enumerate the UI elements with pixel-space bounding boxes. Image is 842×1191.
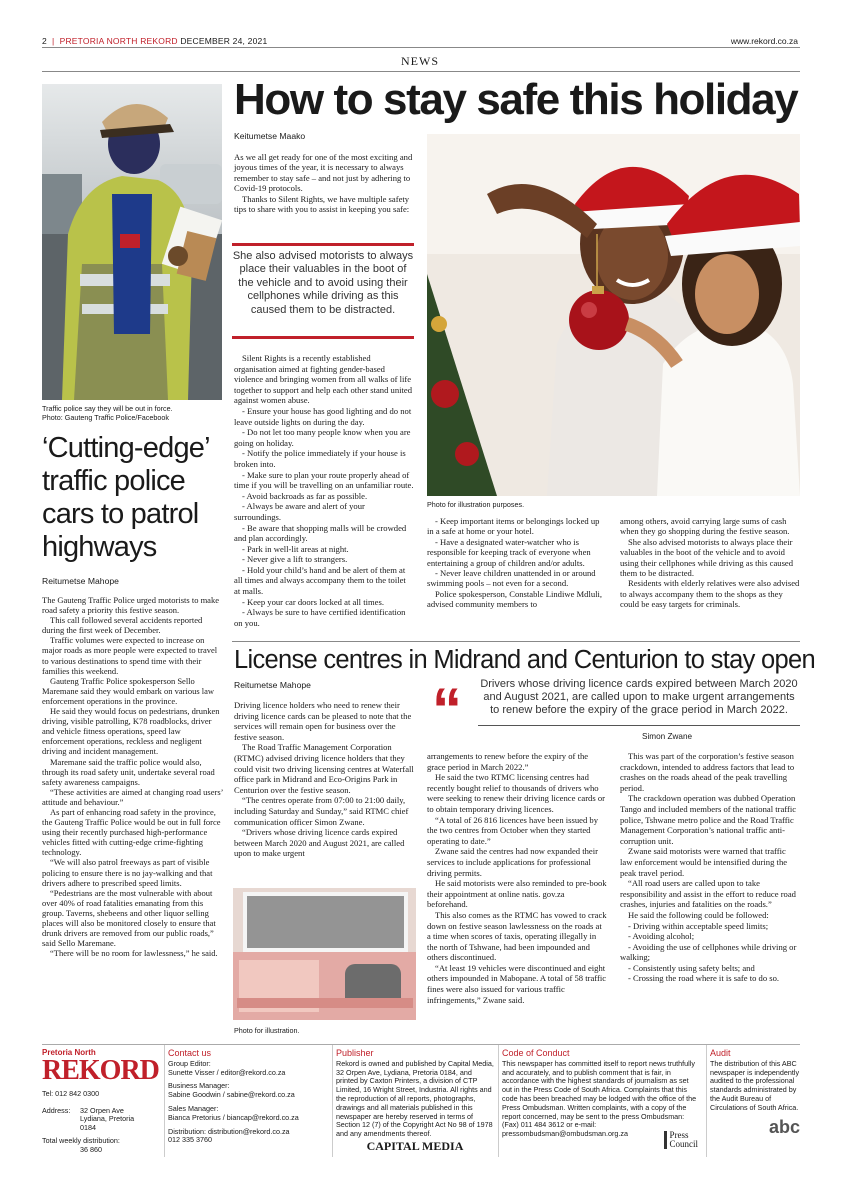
pull-quote-underline [478,725,800,726]
licence-col2-body [427,751,607,1005]
paragraph: - Always be aware and alert of your surroundings. [234,501,365,522]
licence-story-byline: Reitumetse Mahope [234,680,311,690]
conduct-text: This newspaper has committed itself to report news truthfully and accurately, and to publish comment that is fair, in accordance with the highest standards of journalism as set out in the Press Code of South Africa. Complaints that this code has been breached may be lodged with the office of the Press Ombudsman. Written complaints, with a copy of the report concerned, may be sent to the press Ombudsman: (Fax) 011 484 3612 or e-mail: pressombudsman@ombudsman.org.za [502,1058,697,1139]
traffic-photo-caption [42,404,224,422]
paragraph: He said they would focus on pedestrians, drunken driving, visible patrolling, K78 roadblocks, driver and vehicle fitness operations, speed law enforcement operations, reckless and negligent driving and incident management. [42,706,220,757]
footer-telephone: Tel: 012 842 0300 [42,1088,100,1098]
christmas-photo-caption: Photo for illustration purposes. [427,500,525,509]
paragraph: Silent Rights is a recently established organisation aimed at fighting gender-based violence and bringing women from all walks of life together to support and help each other stand united against women abuse. [234,353,413,406]
traffic-story-headline: ‘Cutting-edge’ traffic police cars to patrol highways [42,432,209,563]
caption-line: Traffic police say they will be out in force. [42,404,173,413]
paragraph: - Never give a lift to strangers. [242,554,348,565]
press-council-logo [664,1131,699,1149]
paragraph: This also comes as the RTMC has vowed to crack down on festive season lawlessness on the roads at a time when scores of taxis, operating illegally in the north of Tshwane, had been impounded and others discontinued. [427,909,607,963]
photo-credit: Photo: Gauteng Traffic Police/Facebook [42,413,169,422]
paragraph: - Avoiding alcohol; [628,931,695,942]
paragraph: among others, avoid carrying large sums of cash when they go shopping during the festive season. [620,516,790,537]
licence-card-illustration [233,888,416,1020]
paragraph: This was part of the corporation’s festive season crackdown, intended to address factors that lead to crashes on the roads ahead of the peak travelling period. [620,751,795,793]
main-col2-body [427,516,607,610]
main-headline: How to stay safe this holiday [234,75,798,124]
website-url: www.rekord.co.za [730,36,798,46]
licence-pull-quote: Drivers whose driving licence cards expired between March 2020 and August 2021, are called upon to make urgent arrangements to renew before the expiry of the grace period in March 2022. [480,678,798,716]
licence-photo-caption: Photo for illustration. [234,1026,300,1035]
footer-divider [332,1045,333,1157]
paragraph: She also advised motorists to always place their valuables in the boot of the vehicle and to avoid using their cellphones while driving as this caused them to be distracted. [620,536,794,579]
footer-contact [168,1049,328,1145]
contact-line: Sunette Visser / editor@rekord.co.za [168,1067,286,1077]
paragraph: - Make sure to plan your route properly ahead of time if you will be travelling on an unfamiliar route. [234,469,414,491]
paragraph: - Avoid backroads as far as possible. [242,490,368,501]
section-divider [42,71,800,72]
publisher-title: Publisher [336,1048,374,1058]
paragraph: - Do not let too many people know when you are going on holiday. [234,427,411,448]
header-divider [42,47,800,48]
paragraph: - Hold your child’s hand and be alert of them at all times and always accompany them to the toilet at malls. [234,564,406,597]
header-separator: | [49,36,60,46]
contact-lines [168,1060,328,1145]
traffic-story-byline: Reitumetse Mahope [42,576,119,586]
paragraph: - Keep your car doors locked at all times. [242,596,384,607]
footer-address [42,1107,160,1133]
rekord-logo: REKORD [42,1054,159,1086]
section-label: NEWS [401,54,439,68]
address-lines [80,1107,134,1133]
press-council-line: Press [669,1129,689,1140]
paragraph: “Pedestrians are the most vulnerable with about over 40% of road fatalities emanating from this group. Taverns, shebeens and other liquor selling places will also be monitored closely to ensure that drunk drivers are removed from our public roads,” said Sello Maremane. [42,887,216,949]
paragraph: Zwane said motorists were warned that traffic law enforcement would be intensified during the peak travel period. [620,846,788,878]
paragraph: Maremane said the traffic police would also, through its road safety unit, undertake several road safety awareness campaigns. [42,756,215,787]
paragraph: “There will be no room for lawlessness,” he said. [50,948,218,959]
paragraph: - Have a designated water-watcher who is responsible for keeping track of everyone when entertaining a group of children and/or adults. [427,536,591,568]
main-byline: Keitumetse Maako [234,131,306,141]
traffic-officer-illustration [42,84,222,400]
address-line: Lydiana, Pretoria [80,1114,135,1124]
paragraph: - Consistently using safety belts; and [628,962,755,973]
capital-media-logo: CAPITAL MEDIA [366,1138,464,1153]
audit-title: Audit [710,1048,731,1058]
main-col3-body [620,516,800,610]
licence-col3-body [620,751,800,984]
audit-text: The distribution of this ABC newspaper is independently audited to the professional standards administrated by the Audit Bureau of Circulations of South Africa. [710,1058,800,1112]
paragraph: This call followed several accidents reported during the first week of December. [42,615,203,636]
paragraph: arrangements to renew before the expiry of the grace period in March 2022.” [427,751,589,772]
paragraph: - Never leave children unattended in or around swimming pools – not even for a second. [427,568,596,589]
paragraph: The crackdown operation was dubbed Operation Tango and included members of the national traffic police, Tshwane metro police and the Road Traffic Management Corporation’s national traffic anti-corruption unit. [620,793,797,846]
paragraph: Traffic volumes were expected to increase on major roads as more people were expected to travel to various destinations to spend time with their families this weekend. [42,635,218,676]
paragraph: He said the following could be followed: [628,909,769,920]
footer-masthead [42,1049,160,1155]
publisher-text: Rekord is owned and published by Capital Media, 32 Orpen Ave, Lydiana, Pretoria 0184, and printed by Caxton Printers, a division of CTP Limited, 16 Wright Street, Industria. All rights and the reproduction of all reports, photographs, drawings and all materials published in this newspaper are hereby reserved in terms of Section 12 (7) of the Copyright Act No 98 of 1978 and any amendments thereof. [336,1058,494,1139]
page-footer [42,1044,800,1156]
footer-divider [164,1045,165,1157]
paragraph: Police spokesperson, Constable Lindiwe Mdluli, advised community members to [427,588,603,610]
footer-conduct [502,1048,700,1149]
paragraph: - Notify the police immediately if your house is broken into. [234,448,406,469]
licence-col1-body [234,700,416,859]
quote-attribution: Simon Zwane [642,732,693,741]
christmas-photo [427,134,800,496]
contact-line: Distribution: distribution@rekord.co.za [168,1126,290,1136]
contact-line: Group Editor: [168,1058,211,1068]
paragraph: He said motorists were also reminded to pre-book their appointment at online natis. gov.za beforehand. [427,878,607,910]
paragraph: - Park in well-lit areas at night. [242,543,349,554]
publication-name: PRETORIA NORTH REKORD [59,36,178,46]
paragraph: Gauteng Traffic Police spokesperson Sello Maremane said they would embark on various law enforcement operations in the province. [42,675,215,706]
paragraph: - Be aware that shopping malls will be crowded and plan accordingly. [234,522,407,544]
paragraph: “All road users are called upon to take responsibility and assist in the effort to reduce road crashes, injuries and fatalities on the roads.” [620,878,796,910]
address-line: 0184 [80,1123,96,1133]
page-number: 2 [42,36,47,46]
paragraph: “These activities are aimed at changing road users’ attitude and behaviour.” [42,786,223,807]
press-council-line: Council [669,1138,698,1149]
footer-audit [710,1048,800,1137]
christmas-illustration [427,134,800,496]
contact-line: 012 335 3760 [168,1135,212,1145]
paragraph: Residents with elderly relatives were also advised to always accompany them to the shops as they could be easy targets for criminals. [620,578,800,610]
address-label: Address: [42,1105,71,1115]
paragraph: - Crossing the road where it is safe to do so. [628,973,780,984]
paragraph: Zwane said the centres had now expanded their services to include applications for professional driving permits. [427,846,598,878]
pull-quote-rule-bottom [232,336,414,339]
main-intro-body [234,152,414,214]
main-col1-body [234,353,414,628]
paragraph: The Road Traffic Management Corporation (RTMC) advised driving licence holders that they could visit two driving licensing centres at Waterfall office park in Midrand and Eco-Origins Park in Centurion over the festive season. [234,742,414,795]
page-header [42,36,267,46]
traffic-story-body [42,595,224,958]
contact-title: Contact us [168,1048,212,1058]
contact-line: Sales Manager: [168,1103,219,1113]
paragraph: “Drivers whose driving licence cards expired between March 2020 and August 2021, are called upon to make urgent [234,827,405,859]
abc-logo: abc [768,1116,800,1137]
conduct-title: Code of Conduct [502,1048,570,1058]
paragraph: Thanks to Silent Rights, we have multiple safety tips to share with you to assist in keeping you safe: [234,193,410,215]
paragraph: He said the two RTMC licensing centres had recently bought relief to thousands of drivers who were seeking to renew their driving licence cards or to obtain temporary driving licences. [427,772,606,814]
paragraph: As part of enhancing road safety in the province, the Gauteng Traffic Police would be out in full force using their recently purchased high-performance vehicles fitted with cutting-edge crime-fighting technology. [42,806,221,858]
paragraph: Driving licence holders who need to renew their driving licence cards can be pleased to note that the services will remain open for business over the festive season. [234,700,412,742]
contact-line: Business Manager: [168,1081,230,1091]
footer-publisher [336,1049,494,1151]
distribution-label: Total weekly distribution: [42,1135,120,1145]
quote-mark-icon: “ [432,676,462,743]
address-line: 32 Orpen Ave [80,1105,124,1115]
paragraph: The Gauteng Traffic Police urged motorists to make road safety a priority this festive season. [42,595,219,616]
paragraph: - Always be sure to have certified identification on you. [234,607,406,628]
licence-story-headline: License centres in Midrand and Centurion to stay open [234,646,815,674]
traffic-officer-photo [42,84,222,400]
logo-top: Pretoria North [42,1048,96,1057]
footer-divider [706,1045,707,1157]
pull-quote-rule-top [232,243,414,246]
driving-licence-photo [233,888,416,1020]
distribution-value: 36 860 [80,1144,102,1154]
paragraph: “At least 19 vehicles were discontinued and eight others impounded in Mabopane. A total of 58 traffic fines were also issued for various traffic infringements,” Zwane said. [427,962,607,1005]
paragraph: As we all get ready for one of the most exciting and joyous times of the year, it is necessary to always remember to stay safe – and not just by adhering to Covid-19 protocols. [234,152,413,194]
paragraph: - Avoiding the use of cellphones while driving or walking; [620,941,797,963]
contact-line: Bianca Pretorius / biancap@rekord.co.za [168,1112,299,1122]
paragraph: “We will also patrol freeways as part of visible policing to ensure there is no jay-walking and that drivers adhere to prescribed speed limits. [42,857,213,888]
issue-date: DECEMBER 24, 2021 [180,36,268,46]
paragraph: - Driving within acceptable speed limits; [628,920,769,931]
main-pull-quote: She also advised motorists to always place their valuables in the boot of the vehicle and to avoid using their cellphones while driving as this caused them to be distracted. [232,250,414,316]
licence-story-rule [232,641,800,642]
footer-divider [498,1045,499,1157]
paragraph: - Keep important items or belongings locked up in a safe at home or your hotel. [427,516,600,537]
paragraph: - Ensure your house has good lighting and do not leave outside lights on during the day. [234,405,412,427]
contact-line: Sabine Goodwin / sabine@rekord.co.za [168,1090,295,1100]
paragraph: “A total of 26 816 licences have been issued by the two centres from October when they started operating to date.” [427,814,598,846]
paragraph: “The centres operate from 07:00 to 21:00 daily, including Saturday and Sunday,” said RTMC chief communication officer Simon Zwane. [234,795,409,827]
